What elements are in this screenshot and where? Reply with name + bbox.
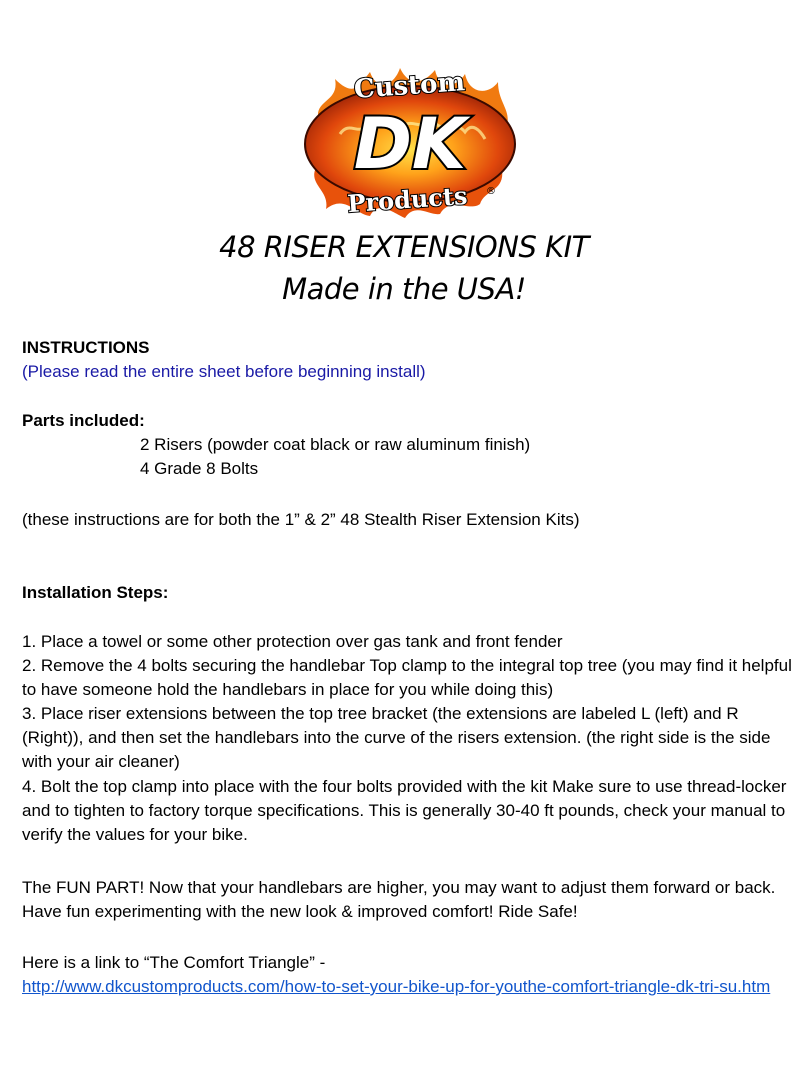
fun-part-paragraph: The FUN PART! Now that your handlebars are higher, you may want to adjust them forward or back. Have fun experimenting with the new look & improved comfort! Ride Safe! bbox=[22, 878, 776, 921]
instructions-note: (Please read the entire sheet before beginning install) bbox=[22, 362, 426, 381]
page-title: 48 RISER EXTENSIONS KIT bbox=[219, 230, 589, 264]
step-item: 3. Place riser extensions between the top tree bracket (the extensions are labeled L (left) and R (Right)), and then set the handlebars into the curve of the risers extension. (the right side is the side with your air cleaner) bbox=[22, 704, 771, 771]
parts-heading: Parts included: bbox=[22, 411, 145, 430]
comfort-intro: Here is a link to “The Comfort Triangle” - bbox=[22, 953, 326, 972]
parts-item: 2 Risers (powder coat black or raw aluminum finish) bbox=[140, 435, 531, 454]
page-subtitle: Made in the USA! bbox=[282, 272, 526, 306]
logo-registered-mark: ® bbox=[486, 186, 496, 197]
step-item: 2. Remove the 4 bolts securing the handlebar Top clamp to the integral top tree (you may find it helpful to have someone hold the handlebars in place for you while doing this) bbox=[22, 656, 792, 699]
steps-heading: Installation Steps: bbox=[22, 583, 169, 602]
logo-top-text: Custom bbox=[352, 67, 466, 105]
step-item: 1. Place a towel or some other protection over gas tank and front fender bbox=[22, 632, 563, 651]
logo-main-text: DK bbox=[353, 103, 467, 185]
parts-item: 4 Grade 8 Bolts bbox=[140, 459, 259, 478]
comfort-triangle-link[interactable]: http://www.dkcustomproducts.com/how-to-set-your-bike-up-for-youthe-comfort-triangle-dk-tri-su.htm bbox=[22, 977, 771, 996]
parts-note: (these instructions are for both the 1” & 2” 48 Stealth Riser Extension Kits) bbox=[22, 510, 580, 529]
step-item: 4. Bolt the top clamp into place with the four bolts provided with the kit Make sure to use thread-locker and to tighten to factory torque specifications. This is generally 30-40 ft pounds, check your manual to verify the values for your bike. bbox=[22, 777, 787, 844]
instructions-heading: INSTRUCTIONS bbox=[22, 338, 150, 357]
dk-custom-products-logo bbox=[300, 64, 520, 220]
logo-bottom-text: Products bbox=[346, 180, 469, 219]
